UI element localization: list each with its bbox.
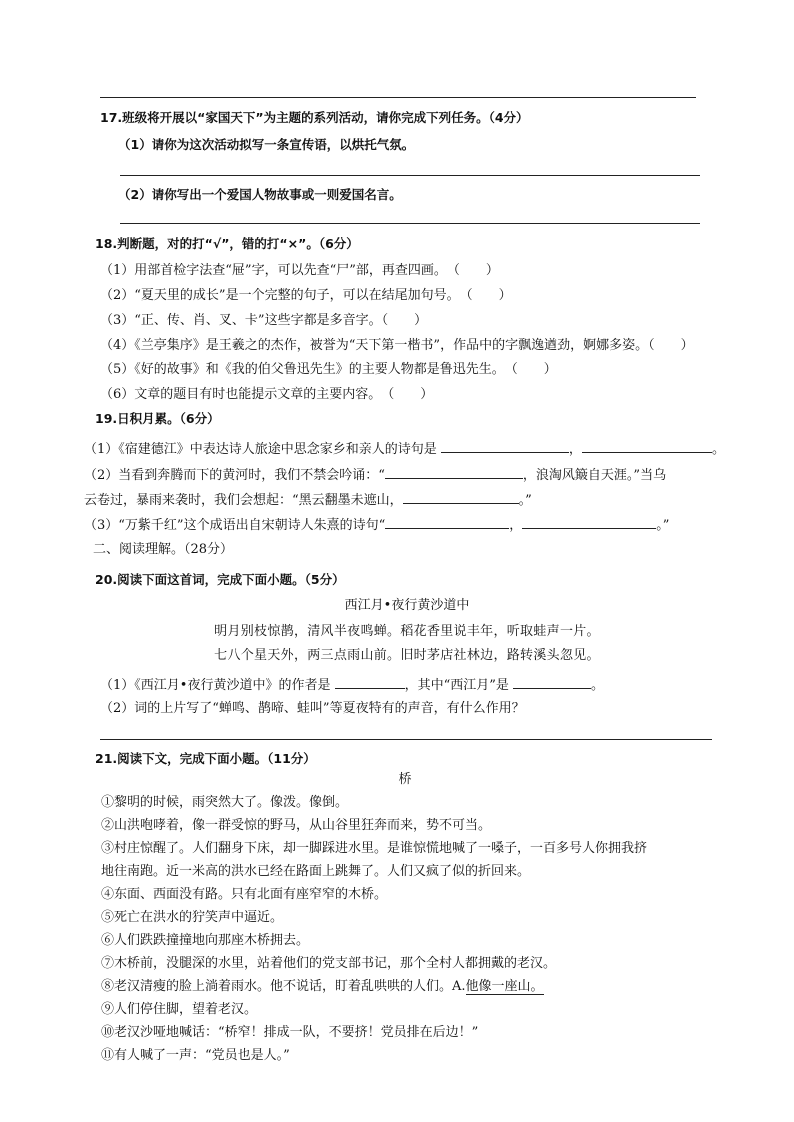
poem-title: 西江月•夜行黄沙道中: [344, 598, 470, 613]
q18-title: 18.判断题，对的打“√”，错的打“×”。（6分）: [95, 236, 359, 251]
answer-line-top: [100, 97, 696, 98]
q18-item-4: （4）《兰亭集序》是王羲之的杰作，被誉为“天下第一楷书”，作品中的字飘逸遒劲，婀娜多姿。（ ）: [100, 338, 694, 353]
q19-l1-text: （1）《宿建德江》中表达诗人旅途中思念家乡和亲人的诗句是: [84, 442, 437, 457]
q20-sub2: （2）词的上片写了“蝉鸣、鹊啼、蛙叫”等夏夜特有的声音，有什么作用？: [100, 701, 525, 716]
q18-item-5: （5）《好的故事》和《我的伯父鲁迅先生》的主要人物都是鲁迅先生。 （ ）: [100, 362, 557, 377]
q17-title: 17.班级将开展以“家国天下”为主题的系列活动，请你完成下列任务。（4分）: [100, 110, 529, 125]
paragraph-3b: 地往南跑。近一米高的洪水已经在路面上跳舞了。人们又疯了似的折回来。: [101, 864, 531, 879]
paragraph-9: ⑨人们停住脚，望着老汉。: [101, 1002, 258, 1017]
answer-blank[interactable]: [582, 440, 712, 453]
answer-blank[interactable]: [522, 516, 656, 529]
answer-blank[interactable]: [385, 516, 509, 529]
q19-l2-end: ，浪淘风簸自天涯。”当乌: [522, 468, 667, 483]
answer-blank[interactable]: [513, 676, 591, 689]
answer-line-q20: [100, 739, 712, 740]
q17-sub1: （1）请你为这次活动拟写一条宣传语，以烘托气氛。: [118, 137, 415, 152]
paragraph-6: ⑥人们跌跌撞撞地向那座木桥拥去。: [101, 933, 310, 948]
paragraph-2: ②山洪咆哮着，像一群受惊的野马，从山谷里狂奔而来，势不可当。: [101, 818, 492, 833]
q19-line-3: [84, 491, 532, 509]
q18-item-1: （1）用部首检字法查“屉”字，可以先查“尸”部，再查四画。 （ ）: [100, 263, 499, 278]
paragraph-4: ④东面、西面没有路。只有北面有座窄窄的木桥。: [101, 887, 388, 902]
q20-sub1-end: 。: [591, 678, 605, 693]
q20-title: 20.阅读下面这首词，完成下面小题。（5分）: [95, 572, 345, 587]
paragraph-5: ⑤死亡在洪水的狞笑声中逼近。: [101, 910, 284, 925]
q18-item-6: （6）文章的题目有时也能提示文章的主要内容。 （ ）: [100, 387, 434, 402]
answer-line-q17-1: [120, 175, 700, 176]
section-2-heading: 二、阅读理解。（28分）: [93, 542, 234, 557]
answer-line-q17-2: [120, 223, 700, 224]
poem-line-1: 明月别枝惊鹊，清风半夜鸣蝉。稻花香里说丰年，听取蛙声一片。: [214, 624, 600, 639]
q19-title: 19.日积月累。（6分）: [95, 411, 220, 426]
poem-line-2: 七八个星天外，两三点雨山前。旧时茅店社林边，路转溪头忽见。: [214, 648, 600, 663]
q17-sub2: （2）请你写出一个爱国人物故事或一则爱国名言。: [118, 187, 402, 202]
paragraph-8: [101, 979, 544, 995]
answer-blank[interactable]: [335, 676, 405, 689]
q19-line-4: [84, 516, 669, 534]
paragraph-3a: ③村庄惊醒了。人们翻身下床，却一脚踩进水里。是谁惊慌地喊了一嗓子，一百多号人你拥我挤: [101, 841, 648, 856]
q19-l4-end: 。”: [656, 518, 670, 533]
answer-blank[interactable]: [403, 491, 519, 504]
q19-l2-text: （2）当看到奔腾而下的黄河时，我们不禁会吟诵：“: [84, 468, 385, 483]
underlined-sentence-a: 他像一座山。: [465, 979, 544, 994]
q19-l4-text: （3）“万紫千红”这个成语出自宋朝诗人朱熹的诗句“: [84, 518, 386, 533]
paragraph-8-text: ⑧老汉清瘦的脸上淌着雨水。他不说话，盯着乱哄哄的人们。A.: [101, 979, 466, 994]
answer-blank[interactable]: [441, 440, 569, 453]
answer-blank[interactable]: [385, 466, 523, 479]
story-title: 桥: [398, 772, 412, 787]
q20-sub1: [100, 676, 604, 694]
q19-l1-end: 。: [711, 442, 725, 457]
q19-line-2: [84, 466, 666, 484]
paragraph-1: ①黎明的时候，雨突然大了。像泼。像倒。: [101, 795, 349, 810]
q18-item-2: （2）“夏天里的成长”是一个完整的句子，可以在结尾加句号。 （ ）: [100, 288, 512, 303]
q19-l3-end: 。”: [518, 493, 532, 508]
paragraph-10: ⑩老汉沙哑地喊话：“桥窄！排成一队，不要挤！党员排在后边！”: [101, 1025, 479, 1040]
q19-l1-comma: ，: [568, 442, 582, 457]
paragraph-7: ⑦木桥前，没腿深的水里，站着他们的党支部书记，那个全村人都拥戴的老汉。: [101, 956, 557, 971]
q19-l3-text: 云卷过，暴雨来袭时，我们会想起：“黑云翻墨未遮山，: [84, 493, 403, 508]
paragraph-11: ⑪有人喊了一声：“党员也是人。”: [101, 1048, 290, 1063]
q21-title: 21.阅读下文，完成下面小题。（11分）: [95, 751, 316, 766]
q18-item-3: （3）“正、传、肖、叉、卡”这些字都是多音字。（ ）: [100, 313, 428, 328]
q19-line-1: [84, 440, 725, 458]
q20-sub1-mid: ，其中“西江月”是: [404, 678, 509, 693]
q20-sub1-text: （1）《西江月•夜行黄沙道中》的作者是: [100, 678, 331, 693]
q19-l4-comma: ，: [509, 518, 523, 533]
